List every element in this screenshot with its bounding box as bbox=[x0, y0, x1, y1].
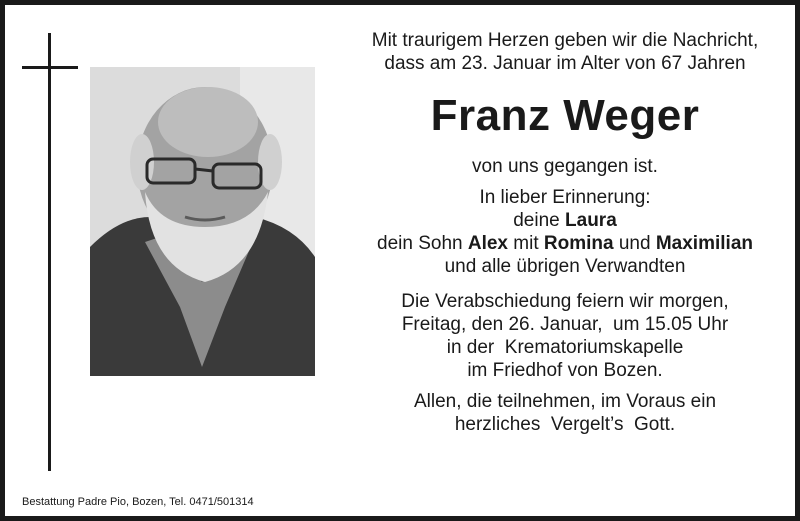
mourner-line-1-prefix: deine bbox=[513, 210, 566, 231]
intro-line-2: dass am 23. Januar im Alter von 67 Jahren bbox=[384, 53, 746, 74]
mourner-line-2-mid1: mit bbox=[508, 233, 544, 254]
mourner-line-2-prefix: dein Sohn bbox=[377, 233, 468, 254]
mourner-line-1 bbox=[345, 209, 785, 232]
passed-away-text: von uns gegangen ist. bbox=[472, 156, 658, 177]
obituary-text bbox=[345, 29, 785, 436]
mourner-line-3: und alle übrigen Verwandten bbox=[444, 256, 686, 277]
memory-heading: In lieber Erinnerung: bbox=[479, 187, 651, 208]
farewell-line-2: Freitag, den 26. Januar, um 15.05 Uhr bbox=[401, 314, 729, 335]
thanks-line-2: herzliches Vergelt’s Gott. bbox=[454, 414, 676, 435]
cross-horizontal-bar bbox=[22, 66, 78, 69]
mourner-name-romina: Romina bbox=[543, 233, 614, 254]
mourner-name-laura: Laura bbox=[565, 210, 617, 231]
mourner-name-alex: Alex bbox=[467, 233, 508, 254]
portrait-photo bbox=[90, 67, 315, 376]
farewell-line-3: in der Krematoriumskapelle bbox=[446, 337, 684, 358]
farewell-line-4: im Friedhof von Bozen. bbox=[467, 360, 663, 381]
mourner-name-maximilian: Maximilian bbox=[655, 233, 753, 254]
mourner-line-2 bbox=[345, 232, 785, 255]
thanks-line-1: Allen, die teilnehmen, im Voraus ein bbox=[413, 391, 717, 412]
farewell-line-1: Die Verabschiedung feiern wir morgen, bbox=[401, 291, 729, 312]
cross-vertical-bar bbox=[48, 33, 51, 471]
mourner-line-2-mid2: und bbox=[613, 233, 656, 254]
deceased-name: Franz Weger bbox=[430, 91, 700, 140]
intro-line-1: Mit traurigem Herzen geben wir die Nachricht, bbox=[371, 30, 759, 51]
funeral-home-footer: Bestattung Padre Pio, Bozen, Tel. 0471/501314 bbox=[22, 496, 254, 508]
